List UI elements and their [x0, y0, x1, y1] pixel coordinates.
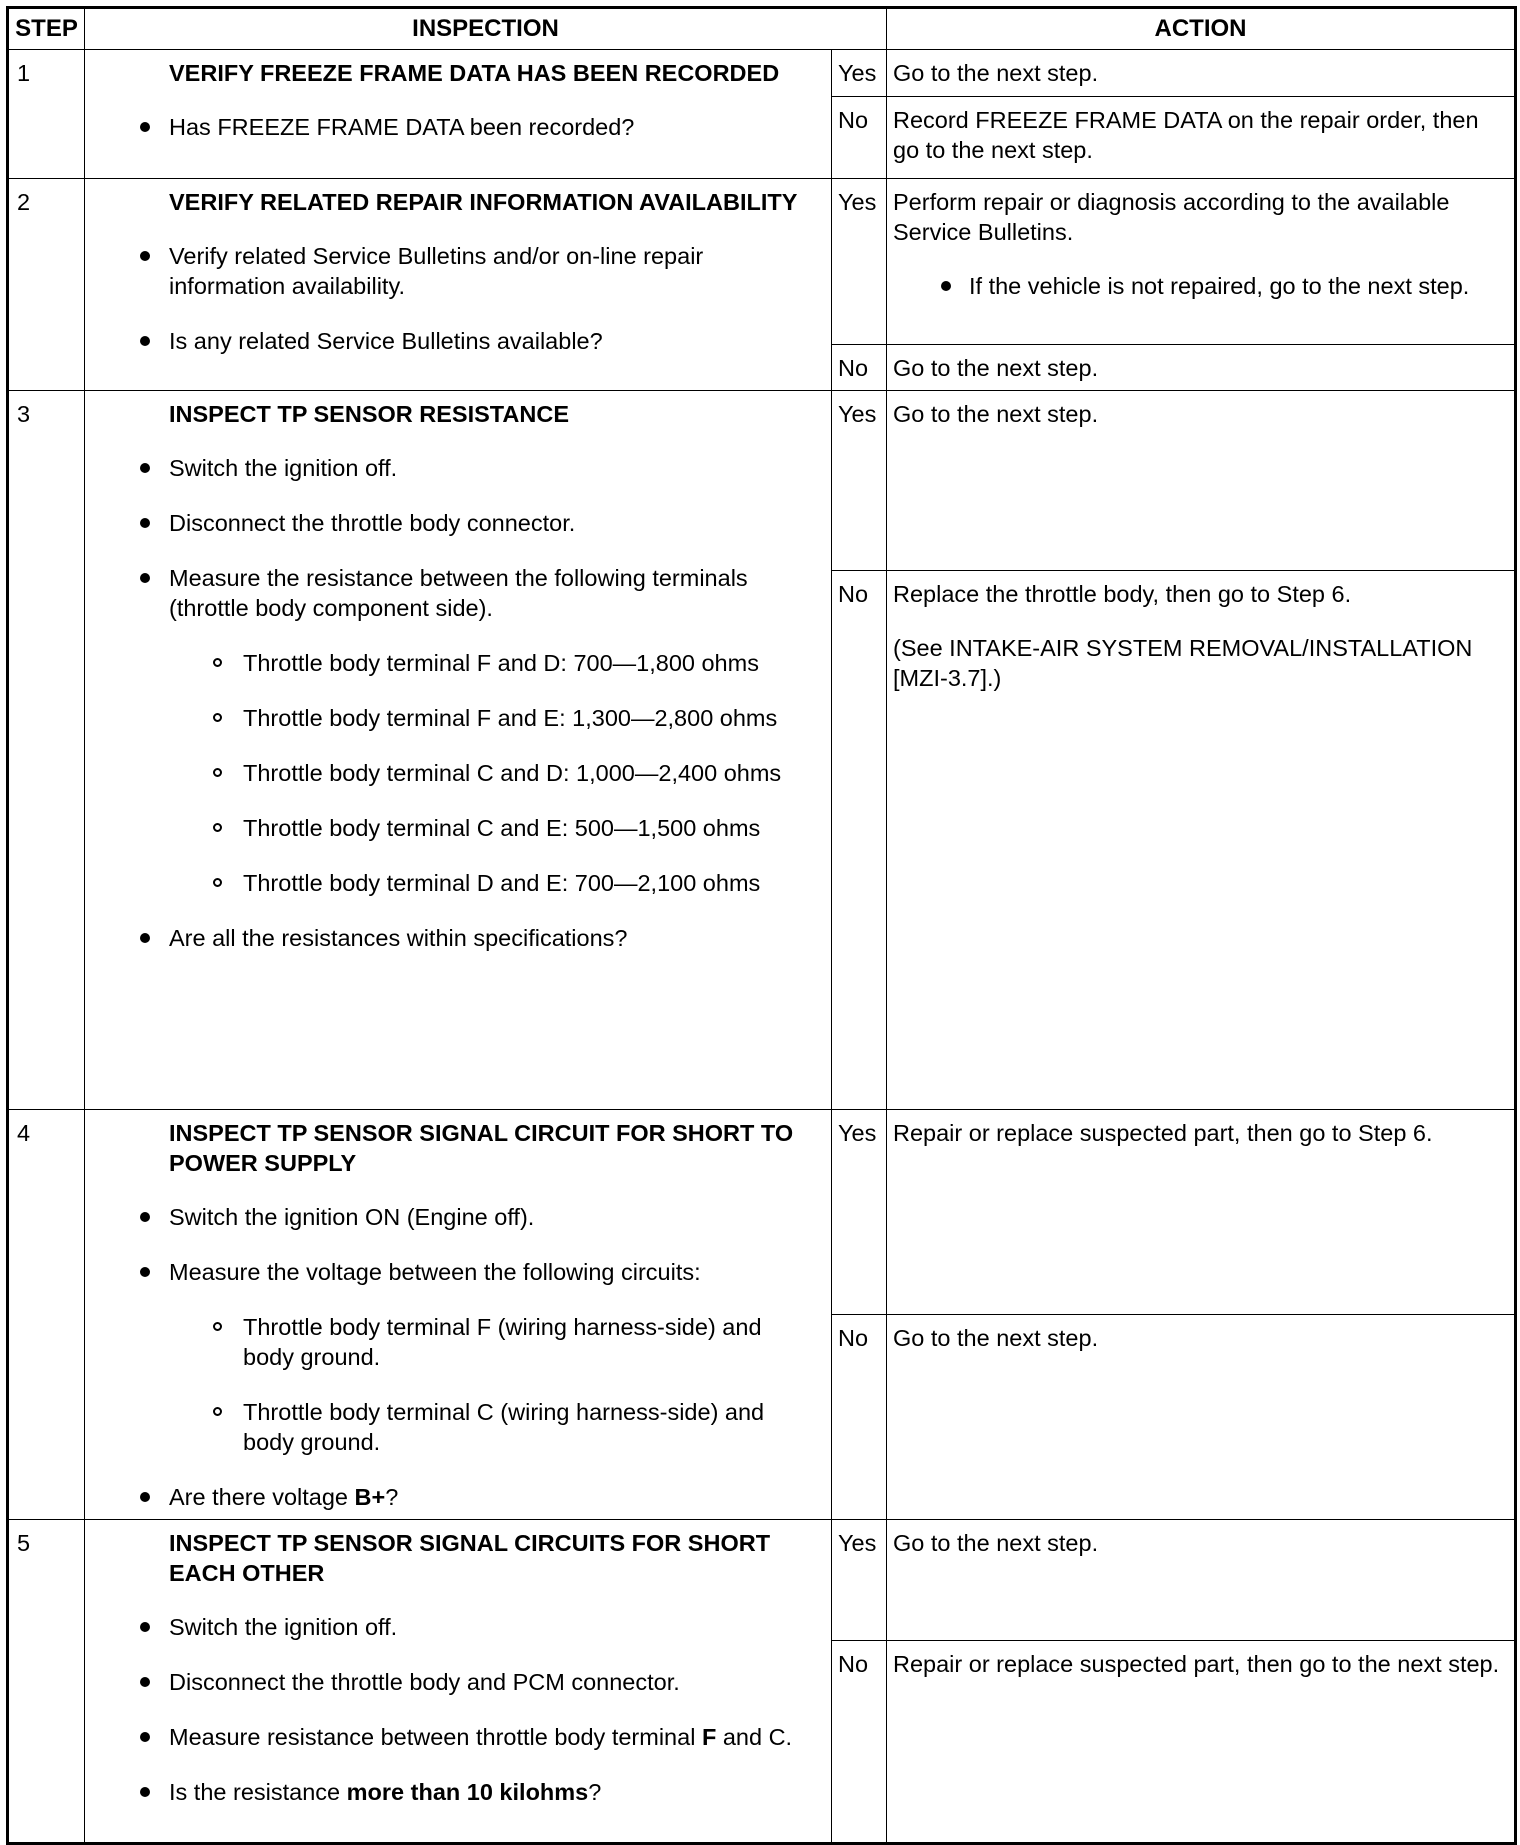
header-step: STEP	[8, 8, 85, 50]
inspection-bullet	[169, 563, 803, 898]
header-action: ACTION	[887, 8, 1516, 50]
yes-label: Yes	[832, 50, 887, 97]
step-4-inspection	[85, 1110, 832, 1520]
inspection-bullet: Switch the ignition ON (Engine off).	[169, 1202, 803, 1232]
bullet-end: and C.	[716, 1724, 793, 1750]
table-header-row	[8, 8, 1516, 50]
yes-label: Yes	[832, 1110, 887, 1315]
step-2-yes-row	[8, 179, 1516, 345]
yes-action: Go to the next step.	[887, 391, 1516, 571]
yes-label: Yes	[832, 1520, 887, 1641]
diagnostic-procedure-table	[6, 6, 1517, 1845]
bullet-text: Measure the resistance between the following terminals (throttle body component side).	[169, 565, 748, 621]
inspection-bullet	[169, 1722, 803, 1752]
step-number: 3	[8, 391, 85, 1110]
sub-bullet: Throttle body terminal C and D: 1,000—2,400 ohms	[243, 758, 803, 788]
no-action: Record FREEZE FRAME DATA on the repair order, then go to the next step.	[887, 97, 1516, 179]
inspection-bullet: Is any related Service Bulletins available?	[169, 326, 803, 356]
header-inspection: INSPECTION	[85, 8, 887, 50]
step-number: 5	[8, 1520, 85, 1844]
no-label: No	[832, 1315, 887, 1520]
sub-bullet: Throttle body terminal F and E: 1,300—2,800 ohms	[243, 703, 803, 733]
inspection-bullet: Disconnect the throttle body connector.	[169, 508, 803, 538]
question-emphasis: B+	[354, 1484, 386, 1510]
step-2-inspection	[85, 179, 832, 391]
inspection-question	[169, 1482, 803, 1512]
yes-label: Yes	[832, 179, 887, 345]
inspection-bullet	[169, 1257, 803, 1457]
reference-note: (See INTAKE-AIR SYSTEM REMOVAL/INSTALLATION [MZI-3.7].)	[893, 635, 1473, 691]
sub-bullet: Throttle body terminal F (wiring harness-side) and body ground.	[243, 1312, 803, 1372]
step-5-yes-row	[8, 1520, 1516, 1641]
bullet-emphasis: F	[701, 1724, 717, 1750]
step-title: VERIFY FREEZE FRAME DATA HAS BEEN RECORDED	[169, 60, 780, 86]
inspection-bullet: Disconnect the throttle body and PCM connector.	[169, 1667, 803, 1697]
inspection-bullet: Switch the ignition off.	[169, 453, 803, 483]
step-title: INSPECT TP SENSOR RESISTANCE	[169, 401, 570, 427]
no-action-cell	[887, 571, 1516, 1110]
yes-action: Go to the next step.	[887, 50, 1516, 97]
yes-action: Go to the next step.	[887, 1520, 1516, 1641]
step-title: INSPECT TP SENSOR SIGNAL CIRCUITS FOR SHORT EACH OTHER	[169, 1530, 771, 1586]
bullet-text: Measure resistance between throttle body terminal	[169, 1724, 702, 1750]
inspection-bullet: Has FREEZE FRAME DATA been recorded?	[169, 112, 803, 142]
yes-action: Perform repair or diagnosis according to the available Service Bulletins.	[893, 189, 1450, 245]
step-number: 1	[8, 50, 85, 179]
no-label: No	[832, 345, 887, 391]
step-title: VERIFY RELATED REPAIR INFORMATION AVAILABILITY	[169, 189, 798, 215]
inspection-question	[169, 1777, 803, 1807]
question-text: Is the resistance	[169, 1779, 347, 1805]
step-3-inspection	[85, 391, 832, 1110]
step-3-yes-row	[8, 391, 1516, 571]
question-text: Are there voltage	[169, 1484, 355, 1510]
no-label: No	[832, 97, 887, 179]
bullet-text: Measure the voltage between the following circuits:	[169, 1259, 701, 1285]
inspection-bullet: Verify related Service Bulletins and/or on-line repair information availability.	[169, 241, 803, 301]
step-4-yes-row	[8, 1110, 1516, 1315]
sub-bullet: Throttle body terminal C and E: 500—1,500 ohms	[243, 813, 803, 843]
no-label: No	[832, 1641, 887, 1844]
step-1-inspection	[85, 50, 832, 179]
sub-bullet: Throttle body terminal F and D: 700—1,800 ohms	[243, 648, 803, 678]
no-action: Replace the throttle body, then go to Step 6.	[893, 581, 1352, 607]
sub-bullet: Throttle body terminal C (wiring harness-side) and body ground.	[243, 1397, 803, 1457]
yes-label: Yes	[832, 391, 887, 571]
step-number: 4	[8, 1110, 85, 1520]
no-action: Repair or replace suspected part, then go to the next step.	[887, 1641, 1516, 1844]
step-number: 2	[8, 179, 85, 391]
step-1-yes-row	[8, 50, 1516, 97]
step-5-inspection	[85, 1520, 832, 1844]
no-action: Go to the next step.	[887, 345, 1516, 391]
action-bullet: If the vehicle is not repaired, go to the next step.	[969, 271, 1508, 301]
yes-action: Repair or replace suspected part, then go to Step 6.	[887, 1110, 1516, 1315]
step-title: INSPECT TP SENSOR SIGNAL CIRCUIT FOR SHORT TO POWER SUPPLY	[169, 1120, 794, 1176]
sub-bullet: Throttle body terminal D and E: 700—2,100 ohms	[243, 868, 803, 898]
no-action: Go to the next step.	[887, 1315, 1516, 1520]
question-end: ?	[385, 1484, 399, 1510]
question-emphasis: more than 10 kilohms	[346, 1779, 589, 1805]
no-label: No	[832, 571, 887, 1110]
question-end: ?	[588, 1779, 602, 1805]
inspection-bullet: Are all the resistances within specifications?	[169, 923, 803, 953]
inspection-bullet: Switch the ignition off.	[169, 1612, 803, 1642]
yes-action-cell	[887, 179, 1516, 345]
